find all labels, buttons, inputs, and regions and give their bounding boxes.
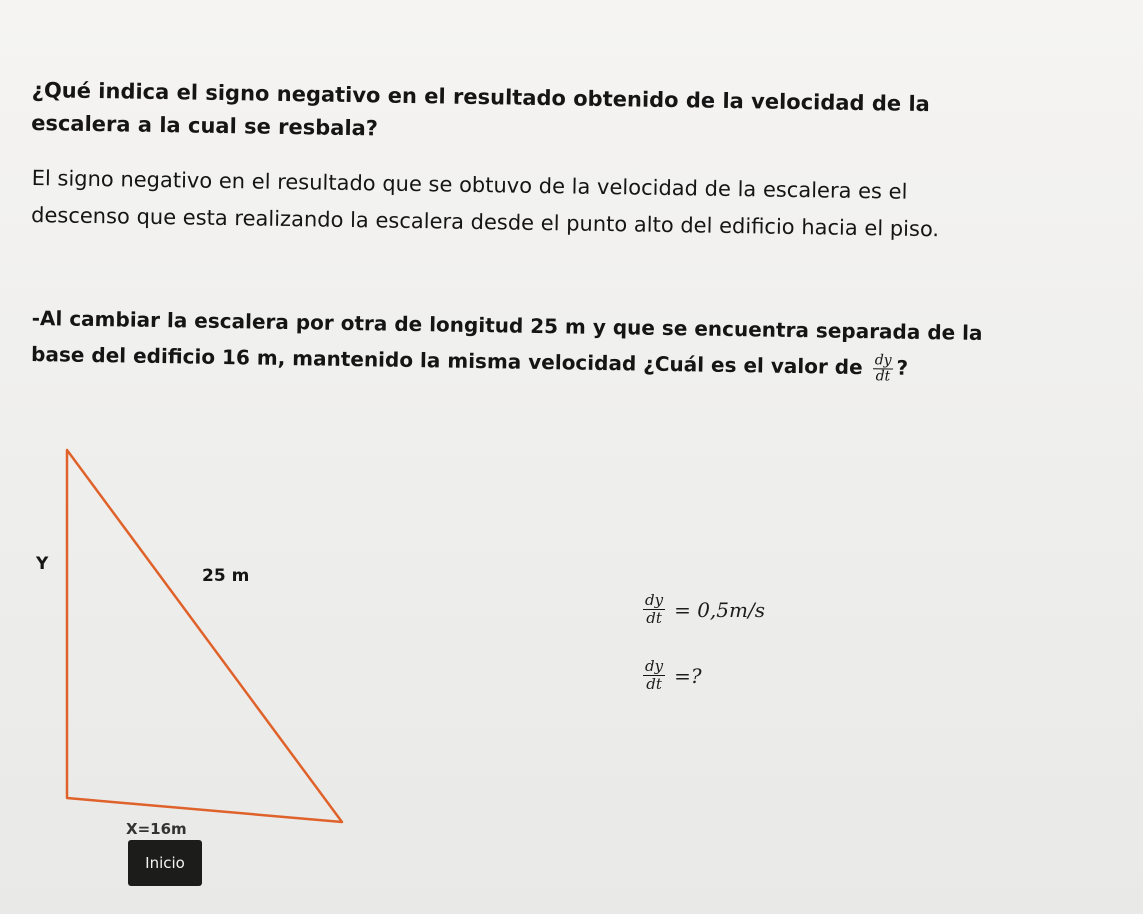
given-velocity-equation [640, 592, 765, 627]
equation-rhs: =? [674, 663, 702, 688]
fraction-numerator: dy [645, 657, 664, 675]
start-button[interactable]: Inicio [128, 840, 202, 886]
hypotenuse-label: 25 m [202, 566, 250, 586]
unknown-velocity-equation [640, 658, 702, 693]
ladder-triangle [67, 450, 342, 822]
equation-rhs: = 0,5m/s [674, 597, 765, 622]
derivative-fraction [643, 592, 665, 627]
x-distance-label: X=16m [126, 822, 187, 834]
fraction-denominator: dt [646, 675, 662, 693]
fraction-numerator: dy [645, 591, 664, 609]
y-axis-label: Y [36, 554, 49, 574]
problem-statement [31, 300, 1032, 388]
fraction-numerator: dy [873, 353, 894, 369]
derivative-fraction [643, 658, 665, 693]
derivative-fraction [872, 353, 893, 384]
fraction-denominator: dt [875, 368, 891, 385]
problem-text: -Al cambiar la escalera por otra de longitud 25 m y que se encuentra separada de la base del edificio 16 m, mantenido la misma velocidad ¿Cuál es el valor de [30, 305, 983, 380]
question-mark: ? [896, 355, 909, 380]
answer-text: El signo negativo en el resultado que se obtuvo de la velocidad de la escalera es el descenso que esta realizando la escalera desde el punto alto del edificio hacia el piso. [30, 165, 940, 242]
question-heading: ¿Qué indica el signo negativo en el resultado obtenido de la velocidad de la escalera a la cual se resbala? [31, 77, 931, 141]
fraction-denominator: dt [646, 609, 662, 627]
ladder-triangle-diagram [0, 430, 380, 850]
